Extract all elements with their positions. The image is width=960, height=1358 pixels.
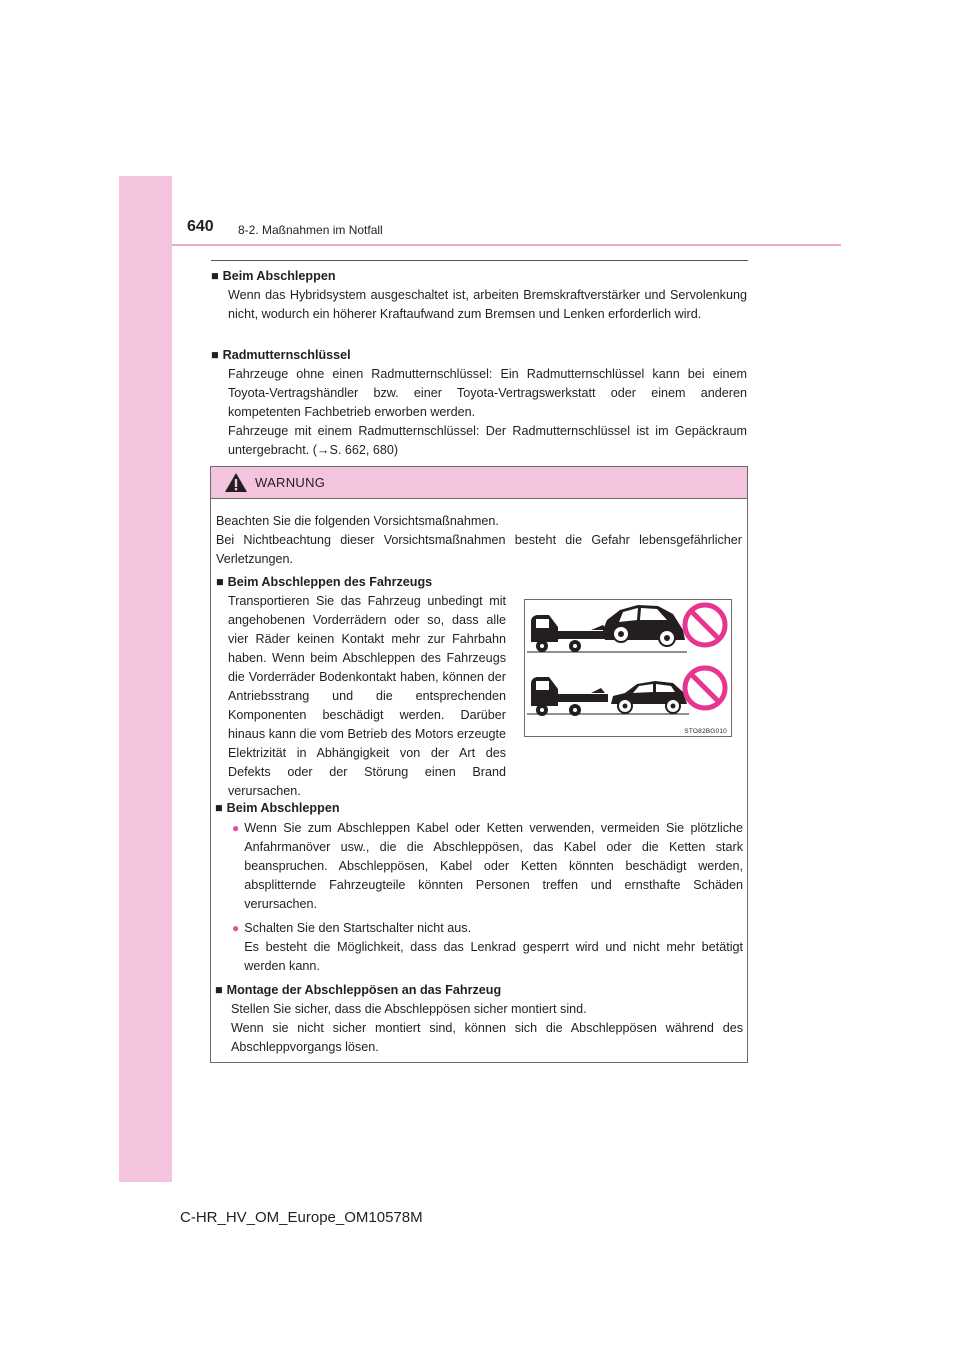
towing-diagram (525, 600, 731, 736)
warning-heading-mounting: ■ Montage der Abschleppösen an das Fahrzeug (215, 983, 502, 997)
square-bullet-icon: ■ (215, 801, 223, 815)
square-bullet-icon: ■ (216, 575, 224, 589)
warning-text-mounting: Stellen Sie sicher, dass die Abschleppösen sicher montiert sind. Wenn sie nicht sicher montiert sind, können sich die Abschleppösen während des Abschleppvorgangs lösen. (231, 1002, 743, 1054)
header-rule (172, 244, 841, 246)
warning-header (211, 467, 747, 499)
content-top-rule (211, 260, 748, 261)
intro-section-wrench (211, 346, 747, 460)
intro-text-wrench: Fahrzeuge ohne einen Radmutternschlüssel: Ein Radmutternschlüssel kann bei einem Toyota-Vertragshändler bzw. einer Toyota-Vertragswerkstatt oder einem anderen kompetenten Fachbetrieb erworben werden. Fahrzeuge mit einem Radmutternschlüssel: Der Radmutternschlüssel ist im Gepäckraum untergebracht. (→S. 662, 680) (228, 367, 747, 457)
round-bullet-icon: ● (232, 921, 240, 935)
round-bullet-icon: ● (232, 821, 240, 835)
warning-intro: Beachten Sie die folgenden Vorsichtsmaßnahmen. Bei Nichtbeachtung dieser Vorsichtsmaßnahmen besteht die Gefahr lebensgefährlicher Verletzungen. (216, 514, 742, 566)
square-bullet-icon: ■ (211, 269, 219, 283)
prohibition-icon (685, 605, 725, 645)
warning-heading-towing: ■ Beim Abschleppen des Fahrzeugs (216, 575, 433, 589)
intro-heading-wrench: ■ Radmutternschlüssel (211, 348, 351, 362)
warning-bullet-item: ● Schalten Sie den Startschalter nicht aus. Es besteht die Möglichkeit, dass das Lenkrad gesperrt wird und nicht mehr betätigt werden kann. (215, 919, 743, 976)
tow-truck-flat-car (527, 677, 689, 716)
intro-section-towing (211, 267, 747, 324)
warning-bullet-item: ● Wenn Sie zum Abschleppen Kabel oder Ketten verwenden, vermeiden Sie plötzliche Anfahrmanöver usw., die die Abschleppösen, das Kabel oder die Ketten stark beanspruchen. Abschleppösen, Kabel oder Ketten könnten beschädigt werden, absplitternde Fahrzeugteile könnten Personen treffen und ernsthafte Schäden verursachen. (215, 819, 743, 914)
chapter-sidebar-tab (119, 176, 172, 1182)
warning-intro-block (216, 512, 742, 592)
warning-heading-towing-general: ■ Beim Abschleppen (215, 801, 340, 815)
towing-illustration (524, 599, 732, 737)
warning-text-towing: Transportieren Sie das Fahrzeug unbedingt mit angehobenen Vorderrädern oder so, dass alle vier Räder keinen Kontakt mehr zur Fahrbahn haben. Wenn beim Abschleppen des Fahrzeugs die Vorderräder Bodenkontakt haben, können der Antriebsstrang und die entsprechenden Komponenten beschädigt werden. Darüber hinaus kann die vom Betrieb des Motors erzeugte Elektrizität in Abhängigkeit von der Art des Defekts oder der Störung einen Brand verursachen. (228, 594, 506, 798)
prohibition-icon (685, 668, 725, 708)
square-bullet-icon: ■ (215, 983, 223, 997)
tow-truck-lifted-car (527, 605, 687, 652)
intro-text-towing: Wenn das Hybridsystem ausgeschaltet ist, arbeiten Bremskraftverstärker und Servolenkung nicht, wodurch ein höherer Kraftaufwand zum Bremsen und Lenken erforderlich wird. (228, 288, 747, 321)
section-title: 8-2. Maßnahmen im Notfall (238, 223, 383, 237)
square-bullet-icon: ■ (211, 348, 219, 362)
warning-triangle-icon (224, 472, 248, 493)
figure-code: STO82BG010 (684, 728, 727, 735)
warning-section-towing-general (215, 799, 743, 1057)
intro-heading-towing: ■ Beim Abschleppen (211, 269, 336, 283)
warning-title: WARNUNG (255, 475, 326, 490)
document-id-footer: C-HR_HV_OM_Europe_OM10578M (180, 1209, 423, 1226)
page-number: 640 (187, 218, 214, 235)
